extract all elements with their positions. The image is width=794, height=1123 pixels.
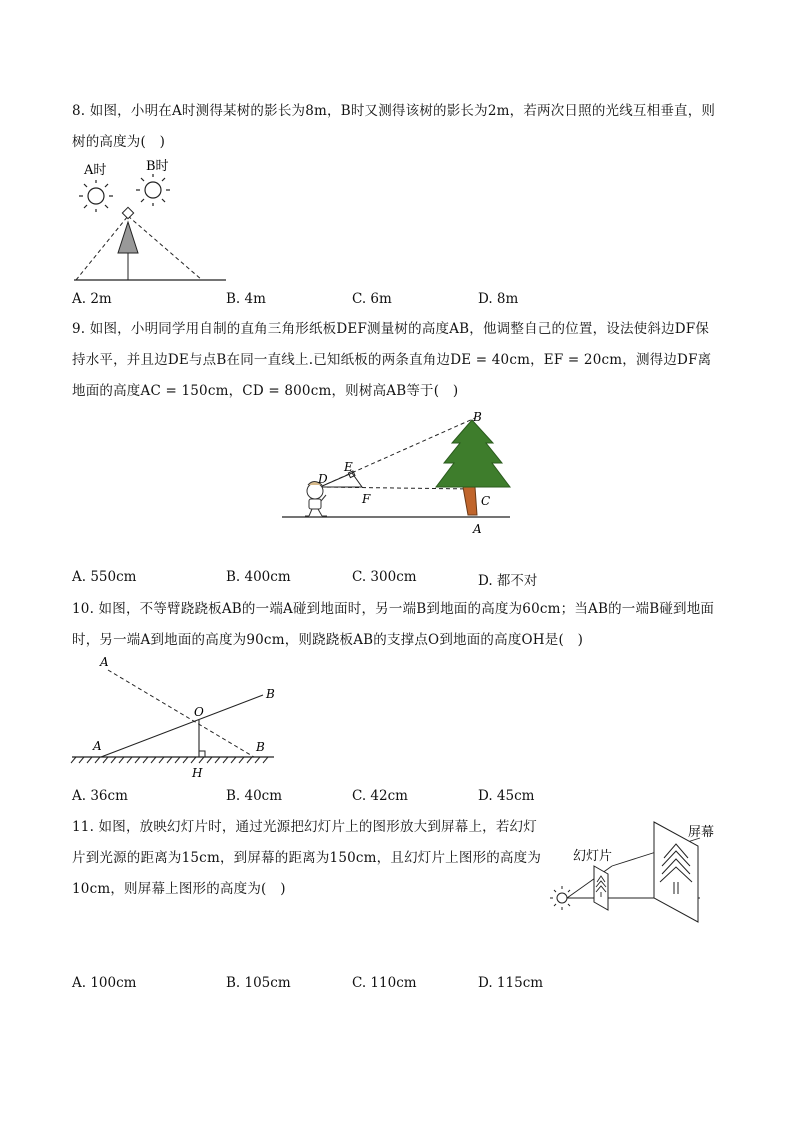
label-b-time: B时 bbox=[146, 159, 169, 174]
q8-option-d[interactable]: D. 8m bbox=[478, 291, 519, 307]
tree-icon bbox=[118, 222, 138, 280]
label-a-ground: A bbox=[93, 739, 102, 753]
q8-option-c[interactable]: C. 6m bbox=[352, 291, 392, 307]
label-c: C bbox=[481, 494, 491, 508]
question-10-figure bbox=[68, 650, 283, 785]
label-a-top: A bbox=[100, 655, 109, 669]
q9-option-a[interactable]: A. 550cm bbox=[72, 569, 137, 585]
question-10-text: 10. 如图，不等臂跷跷板AB的一端A碰到地面时，另一端B到地面的高度为60cm；当AB的一端B碰到地面时，另一端A到地面的高度为90cm，则跷跷板AB的支撑点O到地面的高度OH是( ) bbox=[72, 601, 715, 648]
label-o: O bbox=[194, 705, 204, 719]
q10-option-c[interactable]: C. 42cm bbox=[352, 788, 408, 804]
label-b-top: B bbox=[266, 687, 275, 701]
tree-icon bbox=[436, 420, 510, 515]
q8-option-b[interactable]: B. 4m bbox=[226, 291, 266, 307]
question-11-figure bbox=[550, 818, 730, 926]
question-8-figure bbox=[66, 156, 231, 286]
q10-option-a[interactable]: A. 36cm bbox=[72, 788, 128, 804]
label-e: E bbox=[344, 460, 353, 474]
q10-option-b[interactable]: B. 40cm bbox=[226, 788, 283, 804]
q11-option-c[interactable]: C. 110cm bbox=[352, 975, 417, 991]
q9-option-c[interactable]: C. 300cm bbox=[352, 569, 417, 585]
question-9-text: 9. 如图，小明同学用自制的直角三角形纸板DEF测量树的高度AB，他调整自己的位置，设法使斜边DF保持水平，并且边DE与点B在同一直线上.已知纸板的两条直角边DE = 40cm，EF = 20cm，测得边DF离地面的高度AC = 150cm，CD = 800cm，则树高AB等于( ) bbox=[72, 321, 712, 399]
q9-option-b[interactable]: B. 400cm bbox=[226, 569, 291, 585]
sun-b-icon bbox=[136, 174, 170, 206]
label-d: D bbox=[318, 472, 328, 486]
label-h: H bbox=[192, 766, 203, 780]
question-9-figure bbox=[278, 405, 518, 540]
q8-option-a[interactable]: A. 2m bbox=[72, 291, 112, 307]
label-screen: 屏幕 bbox=[688, 825, 715, 840]
sun-a-icon bbox=[79, 180, 113, 212]
q9-option-d[interactable]: D. 都不对 bbox=[478, 573, 538, 589]
label-f: F bbox=[362, 492, 371, 506]
question-11-text: 11. 如图，放映幻灯片时，通过光源把幻灯片上的图形放大到屏幕上，若幻灯片到光源的距离为15cm，到屏幕的距离为150cm，且幻灯片上图形的高度为10cm，则屏幕上图形的高度为( ) bbox=[72, 819, 542, 897]
label-a-time: A时 bbox=[84, 163, 107, 178]
q10-option-d[interactable]: D. 45cm bbox=[478, 788, 535, 804]
label-a: A bbox=[473, 522, 482, 536]
q11-option-a[interactable]: A. 100cm bbox=[72, 975, 137, 991]
label-b-ground: B bbox=[256, 740, 265, 754]
label-b: B bbox=[473, 410, 482, 424]
q11-option-d[interactable]: D. 115cm bbox=[478, 975, 544, 991]
label-slide: 幻灯片 bbox=[573, 849, 613, 864]
q11-option-b[interactable]: B. 105cm bbox=[226, 975, 291, 991]
question-8-text: 8. 如图，小明在A时测得某树的影长为8m，B时又测得该树的影长为2m，若两次日照的光线互相垂直，则树的高度为( ) bbox=[72, 103, 716, 150]
